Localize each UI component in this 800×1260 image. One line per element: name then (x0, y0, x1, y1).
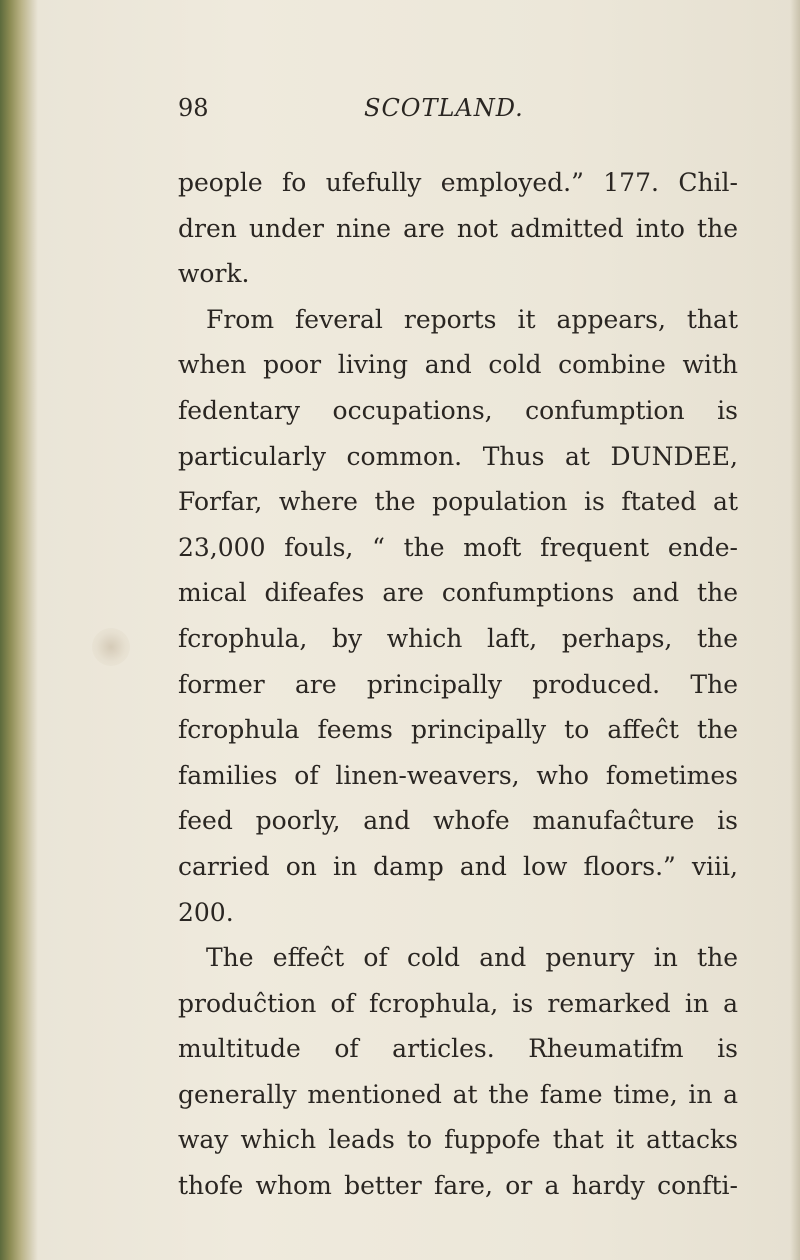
text-line: former are principally produced. The (178, 669, 738, 699)
text-line: generally mentioned at the fame time, in a (178, 1079, 738, 1109)
body-text (178, 160, 738, 1209)
text-line: thofe whom better fare, or a hardy confti- (178, 1171, 738, 1201)
text-line: dren under nine are not admitted into the (178, 213, 738, 243)
binding-edge (0, 0, 38, 1260)
text-line: The effeĉt of cold and penury in the (206, 943, 738, 973)
text-line: Forfar, where the population is ftated at (178, 487, 738, 517)
text-line: when poor living and cold combine with (178, 350, 738, 380)
running-head (178, 94, 738, 130)
section-title: SCOTLAND. (364, 94, 524, 122)
text-line: 23,000 fouls, “ the moft frequent ende- (178, 532, 738, 562)
page-right-edge (790, 0, 800, 1260)
text-line: From feveral reports it appears, that (206, 304, 738, 334)
text-line: way which leads to fuppofe that it attacks (178, 1125, 738, 1155)
text-line: multitude of articles. Rheumatifm is (178, 1034, 738, 1064)
text-line: fcrophula, by which laft, perhaps, the (178, 623, 738, 653)
text-line: people fo ufefully employed.” 177. Chil- (178, 168, 738, 197)
text-line: feed poorly, and whofe manufaĉture is (178, 806, 738, 836)
page-number: 98 (178, 94, 209, 122)
text-line: fcrophula feems principally to affeĉt the (178, 715, 738, 745)
text-line: work. (178, 259, 250, 289)
text-line: mical difeafes are confumptions and the (178, 578, 738, 608)
text-line: particularly common. Thus at DUNDEE, (178, 441, 738, 471)
paper-stain (92, 628, 130, 666)
text-line: fedentary occupations, confumption is (178, 395, 738, 425)
text-line: families of linen-weavers, who fometimes (178, 760, 738, 790)
text-line: 200. (178, 897, 234, 927)
text-line: carried on in damp and low floors.” viii, (178, 851, 738, 881)
text-line: produĉtion of fcrophula, is remarked in a (178, 988, 738, 1018)
